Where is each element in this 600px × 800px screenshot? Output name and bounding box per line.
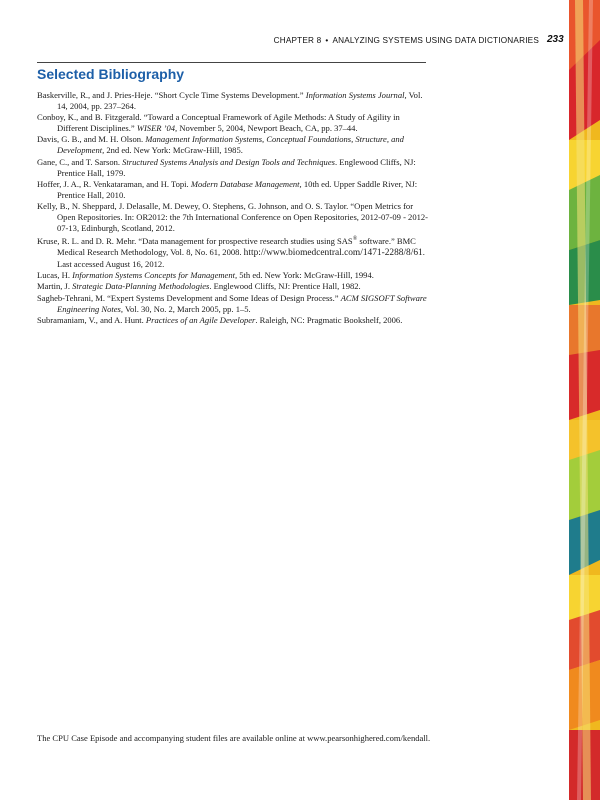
entry-title: ACM SIGSOFT Software Engineering Notes, xyxy=(57,292,427,314)
bibliography-entry xyxy=(37,201,429,234)
entry-text: Sagheb-Tehrani, M. “Expert Systems Development and Some Ideas of Design Process.” xyxy=(37,292,341,303)
bibliography-entry xyxy=(37,112,429,134)
footer-note: The CPU Case Episode and accompanying student files are available online at www.pearsonhighered.com/kendall. xyxy=(37,733,431,743)
entry-url: http://www.biomedcentral.com/1471-2288/8/61 xyxy=(243,248,423,259)
entry-title: Practices of an Agile Developer xyxy=(145,314,256,325)
bibliography-entry xyxy=(37,157,429,179)
page-number: 233 xyxy=(547,34,564,45)
entry-title: Structured Systems Analysis and Design Tools and Techniques xyxy=(122,156,335,167)
entry-title: Management Information Systems, Conceptual Foundations, Structure, and Development, xyxy=(57,134,404,156)
chapter-label: CHAPTER 8 xyxy=(273,36,322,45)
entry-text: Subramaniam, V., and A. Hunt. xyxy=(37,314,146,325)
bibliography-list xyxy=(37,90,429,326)
entry-text: Kruse, R. L. and D. R. Mehr. “Data management for prospective research studies using SAS xyxy=(37,236,353,247)
entry-title: Information Systems Concepts for Management, xyxy=(72,270,238,281)
entry-text: Gane, C., and T. Sarson. xyxy=(37,156,123,167)
section-rule xyxy=(37,62,426,63)
entry-text: 10th ed. Upper Saddle River, NJ: Prentice Hall, 2010. xyxy=(57,178,418,200)
entry-text: November 5, 2004, Newport Beach, CA, pp. 37–44. xyxy=(177,123,358,134)
bibliography-entry xyxy=(37,281,429,292)
entry-text: Davis, G. B., and M. H. Olson. xyxy=(37,134,146,145)
entry-text: Conboy, K., and B. Fitzgerald. “Toward a Conceptual Framework of Agile Methods: A Study of Agility in Different Disciplines.” xyxy=(37,112,400,134)
bibliography-entry xyxy=(37,293,429,315)
bibliography-entry xyxy=(37,179,429,201)
bibliography-entry xyxy=(37,90,429,112)
entry-text: Vol. 14, 2004, pp. 237–264. xyxy=(57,90,423,112)
bibliography-entry xyxy=(37,315,429,326)
entry-text: Kelly, B., N. Sheppard, J. Delasalle, M. Dewey, O. Stephens, G. Johnson, and O. S. Taylor. “Open Metrics for Open Repositories. In: OR2012: the 7th International Conference on Open Repositories, 2012-07-09 - 2012-07-13, Edinburgh, Scotland, 2012. xyxy=(37,200,429,234)
entry-text: . Raleigh, NC: Pragmatic Bookshelf, 2006. xyxy=(255,314,403,325)
entry-text: . Englewood Cliffs, NJ: Prentice Hall, 1982. xyxy=(209,281,361,292)
entry-text: Hoffer, J. A., R. Venkataraman, and H. Topi. xyxy=(37,178,191,189)
entry-title: Modern Database Management, xyxy=(190,178,302,189)
bibliography-entry xyxy=(37,270,429,281)
entry-text: Martin, J. xyxy=(37,281,73,292)
entry-text: . Last accessed August 16, 2012. xyxy=(57,247,425,270)
entry-text: ® xyxy=(352,236,358,243)
entry-text: Lucas, H. xyxy=(37,270,73,281)
bibliography-entry xyxy=(37,234,429,270)
entry-title: Information Systems Journal, xyxy=(305,90,407,100)
entry-text: Vol. 30, No. 2, March 2005, pp. 1–5. xyxy=(123,303,251,314)
entry-text: software.” BMC Medical Research Methodology, Vol. 8, No. 61, 2008. xyxy=(57,236,416,258)
bibliography-entry xyxy=(37,134,429,156)
decorative-art-strip xyxy=(569,0,600,800)
entry-title: WISER ’04, xyxy=(136,123,178,134)
entry-text: 5th ed. New York: McGraw-Hill, 1994. xyxy=(237,270,374,281)
entry-text: 2nd ed. New York: McGraw-Hill, 1985. xyxy=(104,145,243,156)
section-title: Selected Bibliography xyxy=(37,66,185,82)
entry-text: . Englewood Cliffs, NJ: Prentice Hall, 1979. xyxy=(57,156,416,178)
entry-text: Baskerville, R., and J. Pries-Heje. “Short Cycle Time Systems Development.” xyxy=(37,90,306,100)
running-head xyxy=(274,36,539,45)
bullet-separator: • xyxy=(325,36,329,45)
chapter-title: ANALYZING SYSTEMS USING DATA DICTIONARIES xyxy=(332,36,539,45)
entry-title: Strategic Data-Planning Methodologies xyxy=(72,281,210,292)
